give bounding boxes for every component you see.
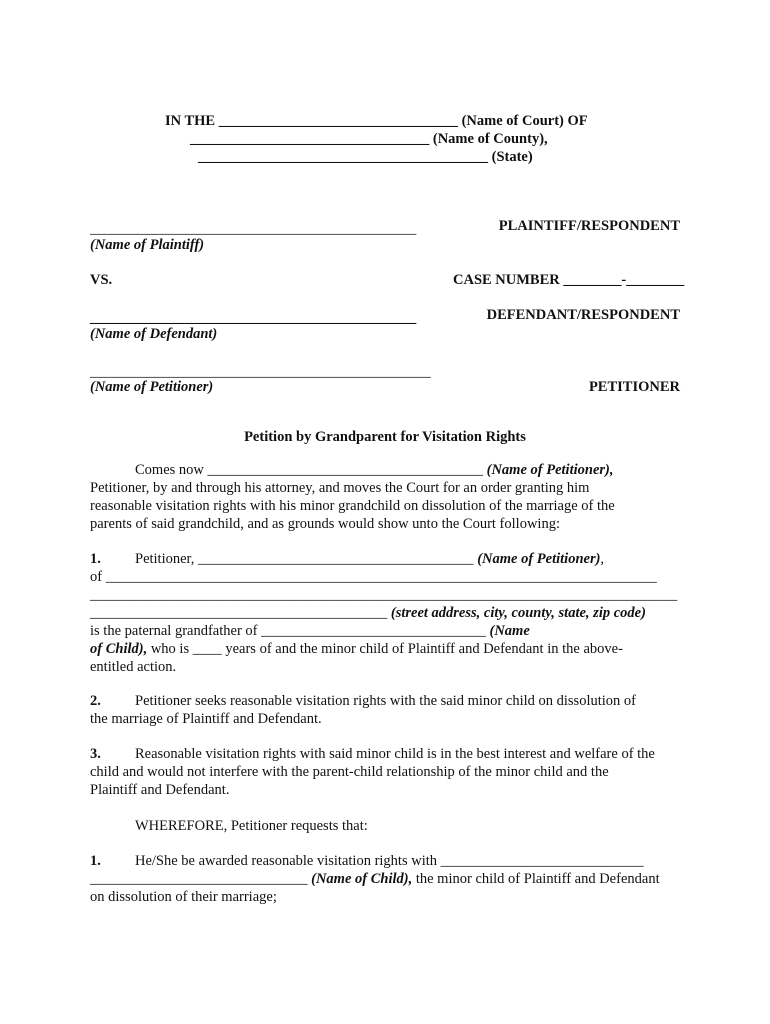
- petitioner-name-label: (Name of Petitioner): [90, 379, 214, 395]
- wherefore-clause: WHEREFORE, Petitioner requests that:: [135, 818, 368, 834]
- versus-label: VS.: [90, 272, 113, 288]
- para1-line-1: Petitioner, ______________________________________ (Name of Petitioner),: [135, 551, 605, 567]
- intro-line-1: Comes now ______________________________________ (Name of Petitioner),: [135, 462, 614, 478]
- para3-line-3: Plaintiff and Defendant.: [90, 782, 230, 798]
- state-name-line: ________________________________________ (State): [198, 149, 533, 165]
- petitioner-name-blank: _______________________________________________: [90, 364, 431, 380]
- document-title: Petition by Grandparent for Visitation Rights: [244, 429, 526, 445]
- para1-number: 1.: [90, 551, 101, 567]
- para1-line-5: is the paternal grandfather of _______________________________ (Name: [90, 623, 530, 639]
- para1-line-7: entitled action.: [90, 659, 177, 675]
- para1-line-2: of ____________________________________________________________________________: [90, 569, 657, 585]
- request1-line-2: ______________________________ (Name of Child), the minor child of Plaintiff and Defendant: [90, 871, 660, 887]
- case-number: CASE NUMBER ________-________: [453, 272, 685, 288]
- plaintiff-role: PLAINTIFF/RESPONDENT: [498, 218, 680, 234]
- para3-line-1: Reasonable visitation rights with said minor child is in the best interest and welfare of the: [135, 746, 655, 762]
- intro-line-3: reasonable visitation rights with his minor grandchild on dissolution of the marriage of the: [90, 498, 615, 514]
- para3-number: 3.: [90, 746, 101, 762]
- plaintiff-name-blank: _____________________________________________: [90, 221, 417, 237]
- defendant-name-label: (Name of Defendant): [90, 326, 218, 342]
- para3-line-2: child and would not interfere with the parent-child relationship of the minor child and the: [90, 764, 609, 780]
- defendant-role: DEFENDANT/RESPONDENT: [486, 307, 680, 323]
- petitioner-role: PETITIONER: [588, 379, 680, 395]
- intro-line-2: Petitioner, by and through his attorney, and moves the Court for an order granting him: [90, 480, 590, 496]
- para2-line-1: Petitioner seeks reasonable visitation rights with the said minor child on dissolution of: [135, 693, 636, 709]
- intro-line-4: parents of said grandchild, and as grounds would show unto the Court following:: [90, 516, 560, 532]
- para1-line-6: of Child), who is ____ years of and the minor child of Plaintiff and Defendant in the above-: [90, 641, 623, 657]
- para2-number: 2.: [90, 693, 101, 709]
- para1-line-3: _________________________________________________________________________________: [90, 587, 678, 603]
- request1-line-1: He/She be awarded reasonable visitation rights with ____________________________: [135, 853, 644, 869]
- request1-line-3: on dissolution of their marriage;: [90, 889, 277, 905]
- plaintiff-name-label: (Name of Plaintiff): [90, 237, 205, 253]
- court-name-line: IN THE _________________________________ (Name of Court) OF: [165, 113, 588, 129]
- request1-number: 1.: [90, 853, 101, 869]
- defendant-name-blank: _____________________________________________: [90, 310, 417, 326]
- para1-line-4: _________________________________________ (street address, city, county, state, zip code): [90, 605, 646, 621]
- para2-line-2: the marriage of Plaintiff and Defendant.: [90, 711, 322, 727]
- county-name-line: _________________________________ (Name of County),: [190, 131, 548, 147]
